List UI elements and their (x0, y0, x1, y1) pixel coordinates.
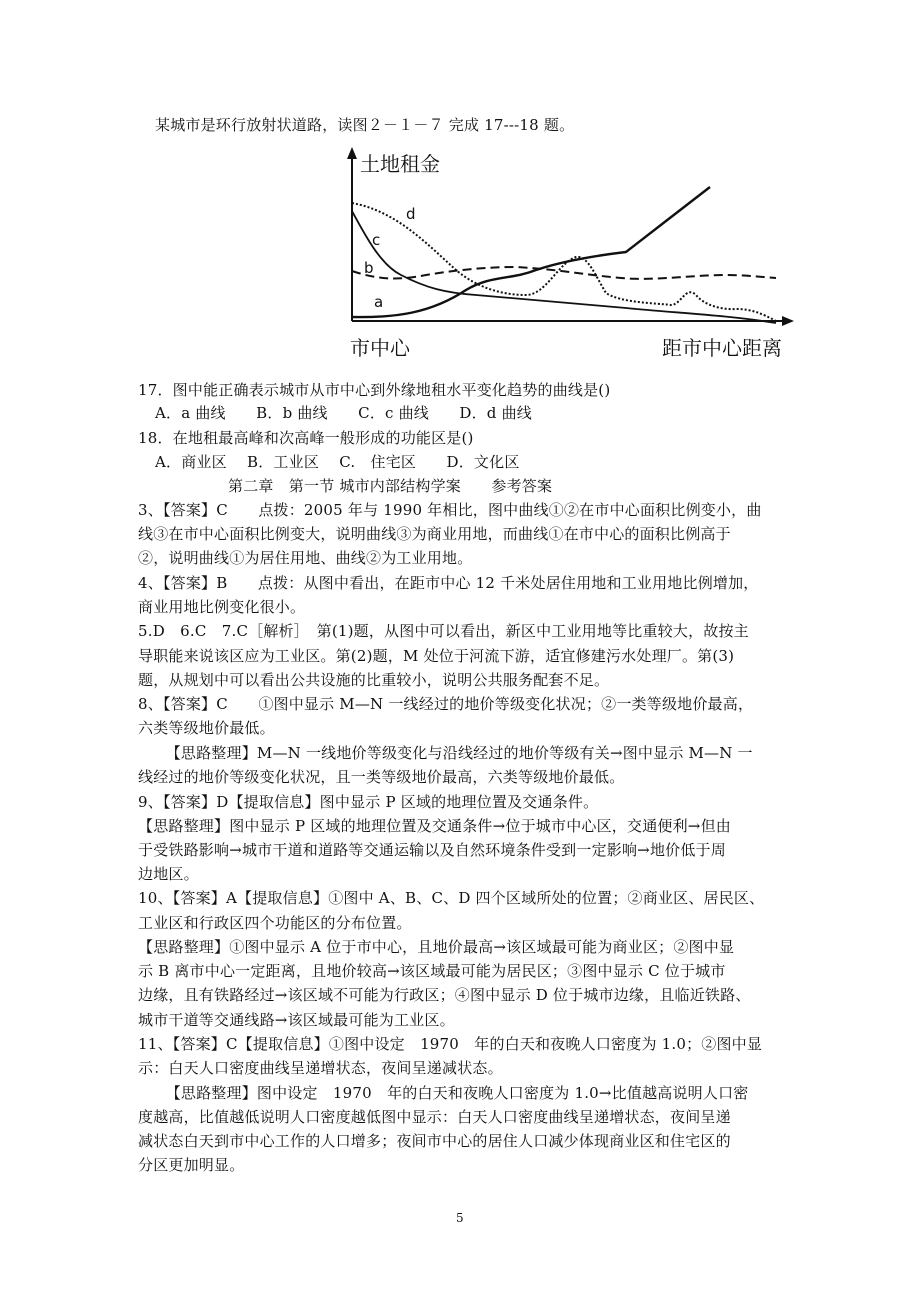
answer-line: 10、【答案】A【提取信息】①图中 A、B、C、D 四个区域所处的位置；②商业区、居民区、 (138, 889, 765, 907)
x-axis-arrow (782, 316, 794, 326)
answer-line: 城市干道等交通线路→该区域最可能为工业区。 (138, 1011, 455, 1029)
answer-line: 示 B 离市中心一定距离，且地价较高→该区域最可能为居民区；③图中显示 C 位于城市 (138, 962, 726, 980)
answer-line: 边缘，且有铁路经过→该区域不可能为行政区；④图中显示 D 位于城市边缘，且临近铁路、 (138, 986, 751, 1004)
answer-line: 工业区和行政区四个功能区的分布位置。 (138, 914, 412, 932)
answer-line: 【思路整理】①图中显示 A 位于市中心，且地价最高→该区域最可能为商业区；②图中显 (138, 938, 735, 956)
y-axis-label: 土地租金 (360, 152, 440, 176)
answer-line: 分区更加明显。 (138, 1156, 245, 1174)
curve-label-a: a (374, 293, 384, 311)
answer-line: 度越高，比值越低说明人口密度越低图中显示：白天人口密度曲线呈递增状态，夜间呈递 (138, 1108, 731, 1126)
intro-text: 某城市是环行放射状道路，读图２－１－７ 完成 17---18 题。 (155, 116, 575, 134)
curve-label-c: c (372, 231, 381, 249)
answer-line: ②，说明曲线①为居住用地、曲线②为工业用地。 (138, 549, 473, 567)
q17-options: A．a 曲线 B．b 曲线 C．c 曲线 D．d 曲线 (155, 404, 532, 422)
page-number: 5 (456, 1211, 464, 1225)
answer-line: 9、【答案】D【提取信息】图中显示 P 区域的地理位置及交通条件。 (138, 793, 599, 811)
x-end-label: 距市中心距离 (662, 336, 782, 360)
x-start-label: 市中心 (350, 336, 410, 360)
curve-c (352, 211, 776, 323)
answer-line: 边地区。 (138, 865, 199, 883)
answer-line: 题，从规划中可以看出公共设施的比重较小，说明公共服务配套不足。 (138, 671, 610, 689)
answer-title: 第二章 第一节 城市内部结构学案 参考答案 (228, 477, 553, 495)
answer-line: 减状态白天到市中心工作的人口增多；夜间市中心的居住人口减少体现商业区和住宅区的 (138, 1132, 731, 1150)
q17-stem: 17．图中能正确表示城市从市中心到外缘地租水平变化趋势的曲线是() (138, 381, 611, 399)
answer-line: 于受铁路影响→城市干道和道路等交通运输以及自然环境条件受到一定影响→地价低于周 (138, 841, 726, 859)
q18-stem: 18．在地租最高峰和次高峰一般形成的功能区是() (138, 429, 474, 447)
answer-line: 【思路整理】图中设定 1970 年的白天和夜晚人口密度为 1.0→比值越高说明人口密 (158, 1084, 749, 1102)
answer-line: 示：白天人口密度曲线呈递增状态，夜间呈递减状态。 (138, 1059, 503, 1077)
y-axis-arrow (347, 147, 357, 159)
answer-line: 【思路整理】图中显示 P 区域的地理位置及交通条件→位于城市中心区，交通便利→但由 (138, 817, 731, 835)
answer-line: 3、【答案】C 点拨：2005 年与 1990 年相比，图中曲线①②在市中心面积比例变小，曲 (138, 501, 762, 519)
curve-label-d: d (406, 205, 416, 223)
answer-line: 4、【答案】B 点拨：从图中看出，在距市中心 12 千米处居住用地和工业用地比例增加， (138, 574, 759, 592)
answer-line: 5.D 6.C 7.C［解析］ 第(1)题，从图中可以看出，新区中工业用地等比重较大，故按主 (138, 622, 749, 640)
answer-line: 8、【答案】C ①图中显示 M—N 一线经过的地价等级变化状况；②一类等级地价最高， (138, 695, 754, 713)
answer-line: 六类等级地价最低。 (138, 719, 275, 737)
curve-b (352, 267, 776, 279)
answer-line: 商业用地比例变化很小。 (138, 598, 306, 616)
answer-line: 线③在市中心面积比例变大，说明曲线③为商业用地，而曲线①在市中心的面积比例高于 (138, 525, 731, 543)
q18-options: A．商业区 B．工业区 C. 住宅区 D．文化区 (155, 453, 520, 471)
answer-line: 11、【答案】C【提取信息】①图中设定 1970 年的白天和夜晚人口密度为 1.0；②图中显 (138, 1035, 763, 1053)
answer-line: 导职能来说该区应为工业区。第(2)题，M 处位于河流下游，适宜修建污水处理厂。第(3) (138, 647, 735, 665)
answer-line: 【思路整理】M—N 一线地价等级变化与沿线经过的地价等级有关→图中显示 M—N 一 (158, 744, 753, 762)
answer-line: 线经过的地价等级变化状况，且一类等级地价最高，六类等级地价最低。 (138, 768, 625, 786)
curve-label-b: b (364, 259, 374, 277)
land-rent-figure (336, 145, 796, 365)
